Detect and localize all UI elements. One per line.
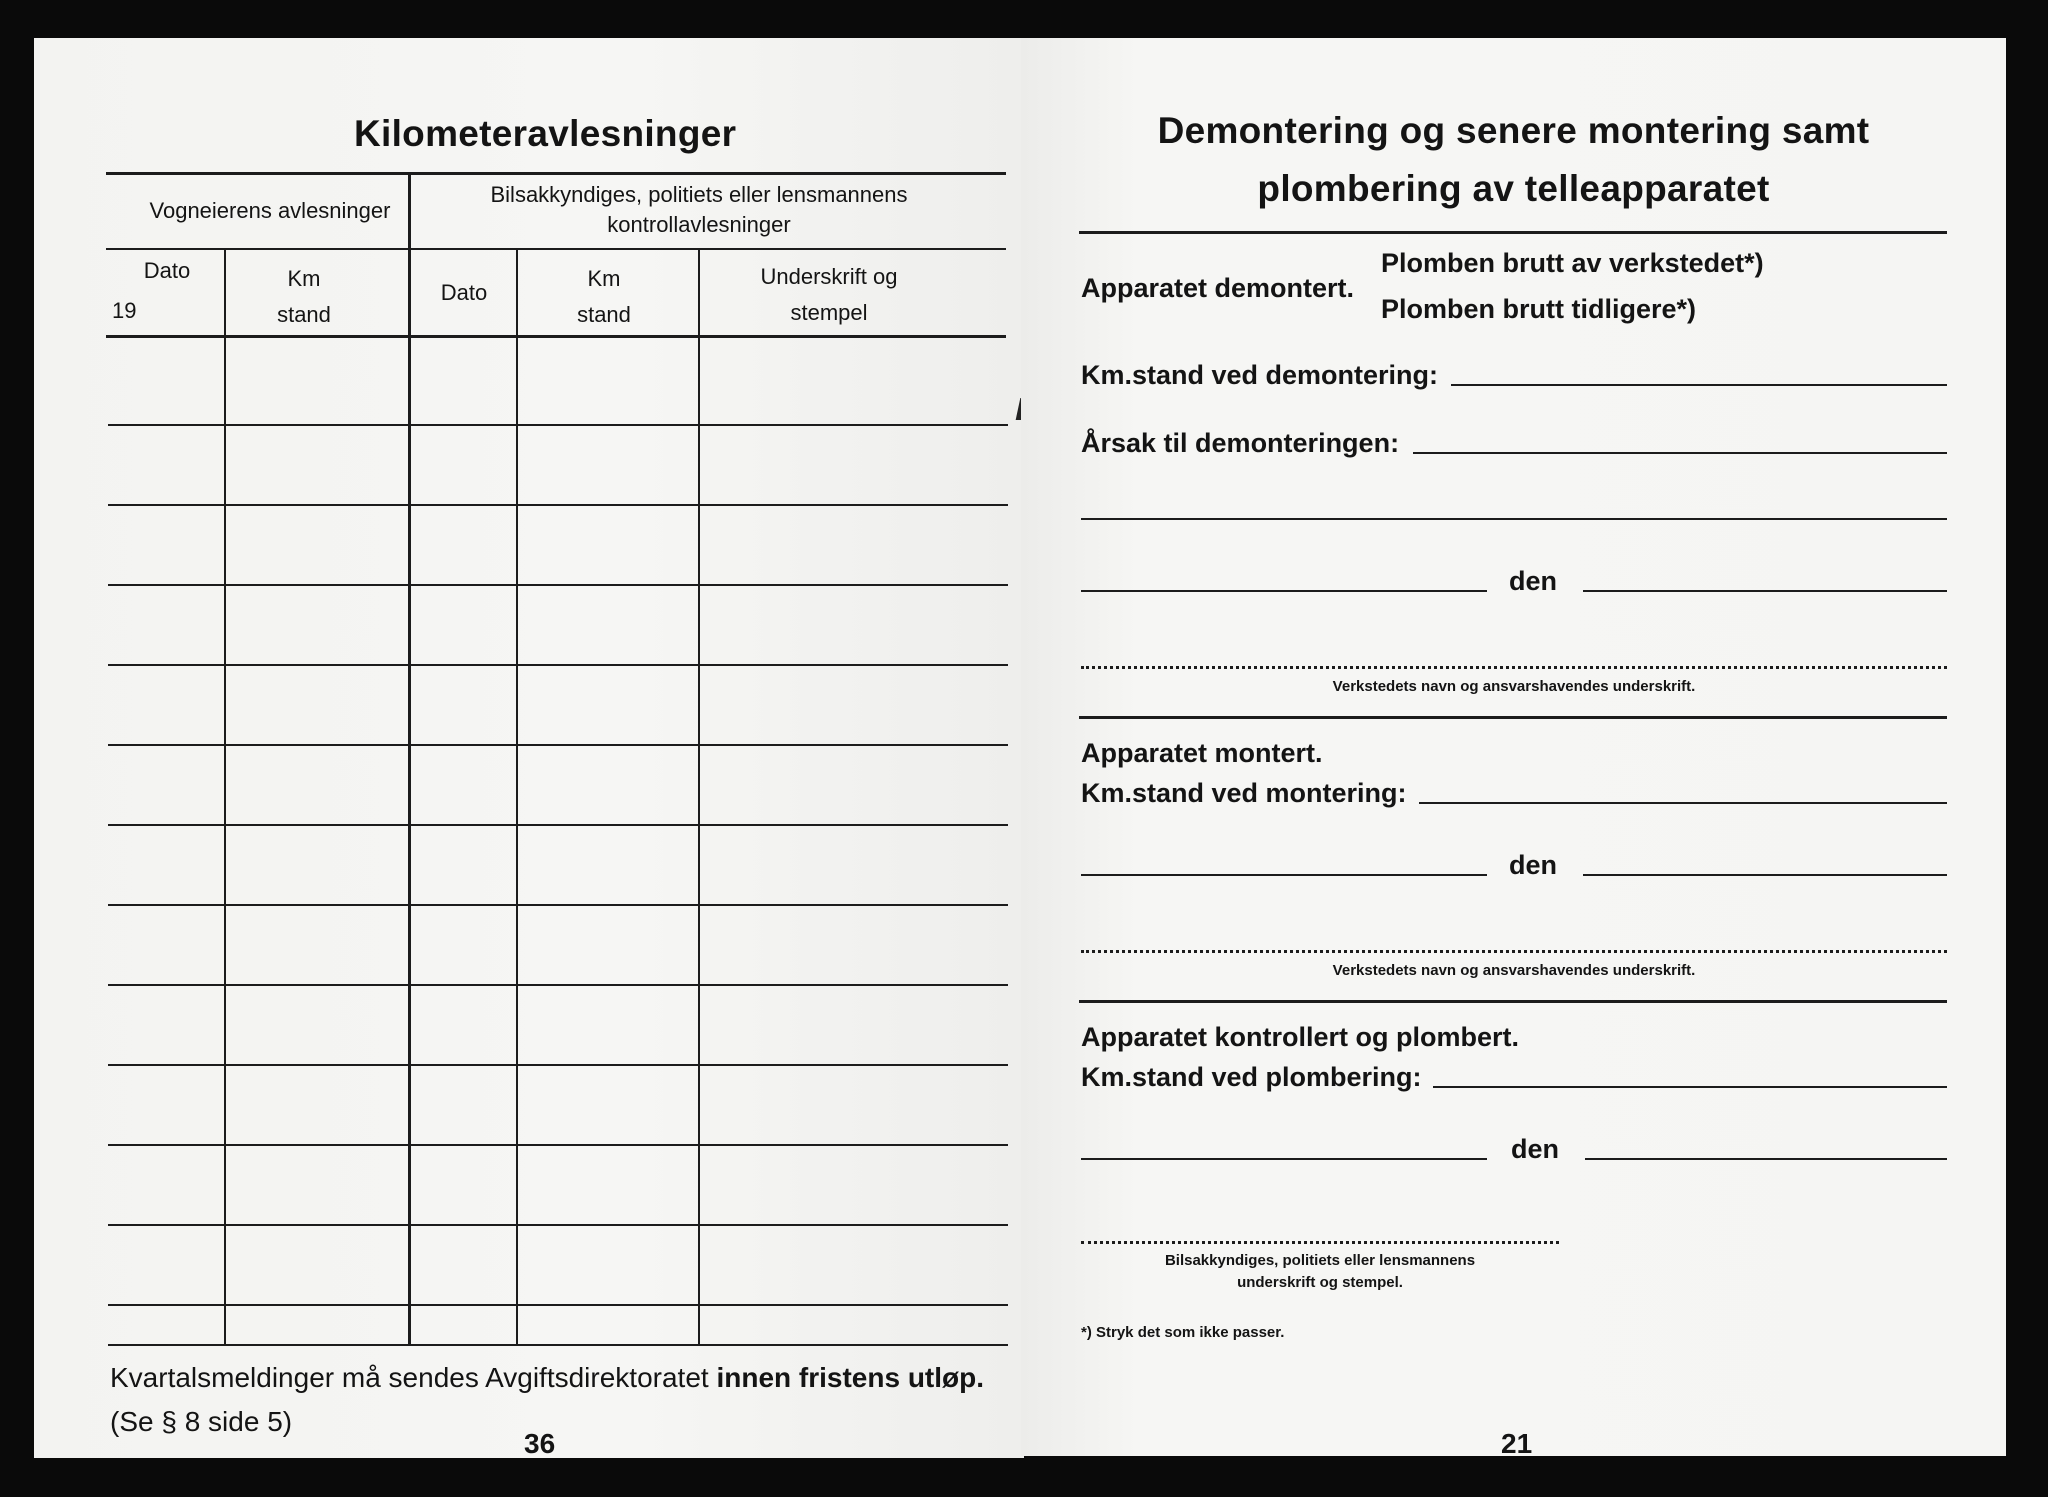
right-page — [1021, 38, 2006, 1459]
quarterly-report-note-deadline: innen fristens utløp. — [716, 1362, 985, 1393]
table-row — [108, 744, 1008, 746]
col-year-prefix: 19 — [112, 298, 137, 323]
dismount-reason-field-2[interactable] — [1081, 518, 1947, 520]
col-divider-1 — [224, 250, 226, 1345]
table-row — [108, 904, 1008, 906]
section-rule-1 — [1079, 716, 1947, 719]
signature-line-3[interactable] — [1081, 1241, 1559, 1244]
dismounted-label: Apparatet demontert. — [1081, 273, 1355, 303]
date-field-1[interactable] — [1583, 590, 1947, 592]
section-reference: (Se § 8 side 5) — [110, 1406, 293, 1437]
table-row — [108, 664, 1008, 666]
km-mount-label: Km.stand ved montering: — [1081, 778, 1407, 808]
signature-caption-3-line2: underskrift og stempel. — [1237, 1274, 1403, 1291]
table-row — [108, 504, 1008, 506]
col-km2-header: Km — [587, 266, 621, 291]
col-stand-header: stand — [277, 302, 331, 327]
date-field-3[interactable] — [1585, 1158, 1947, 1160]
left-page-number: 36 — [524, 1428, 556, 1459]
table-row — [108, 824, 1008, 826]
place-field-1[interactable] — [1081, 590, 1487, 592]
section-rule-2 — [1079, 1000, 1947, 1003]
header-bottom-rule — [106, 335, 1006, 338]
header-sub-rule — [106, 248, 1006, 250]
signature-caption-3-line1: Bilsakkyndiges, politiets eller lensmannens — [1164, 1252, 1476, 1269]
col-km-header: Km — [287, 266, 321, 291]
col-signature-header-2: stempel — [790, 300, 868, 325]
signature-caption-2: Verkstedets navn og ansvarshavendes underskrift. — [1332, 962, 1696, 979]
km-mount-field[interactable] — [1419, 802, 1947, 804]
left-page — [34, 38, 1024, 1458]
seal-broken-earlier-option[interactable]: Plomben brutt tidligere*) — [1381, 294, 1697, 324]
table-row — [108, 1304, 1008, 1306]
place-field-2[interactable] — [1081, 874, 1487, 876]
mounted-label: Apparatet montert. — [1081, 738, 1323, 768]
col-divider-3 — [516, 250, 518, 1345]
quarterly-report-note — [110, 1362, 984, 1394]
seal-broken-by-workshop-option[interactable]: Plomben brutt av verkstedet*) — [1381, 248, 1764, 278]
date-field-2[interactable] — [1583, 874, 1947, 876]
col-divider-4 — [698, 250, 700, 1345]
col-dato2-header: Dato — [440, 280, 488, 305]
title-rule — [1079, 231, 1947, 234]
date-label-1: den — [1509, 566, 1558, 596]
dismount-reason-label: Årsak til demonteringen: — [1081, 428, 1400, 458]
control-readings-header: Bilsakkyndiges, politiets eller lensmannens kontrollavlesninger — [490, 182, 908, 237]
right-page-title-line1: Demontering og senere montering samt — [1157, 110, 1870, 151]
km-dismount-field[interactable] — [1451, 384, 1947, 386]
inspected-sealed-label: Apparatet kontrollert og plombert. — [1081, 1022, 1520, 1052]
km-dismount-label: Km.stand ved demontering: — [1081, 360, 1439, 390]
table-row — [108, 984, 1008, 986]
table-row — [108, 584, 1008, 586]
dismount-reason-field[interactable] — [1413, 452, 1947, 454]
strike-out-footnote: *) Stryk det som ikke passer. — [1081, 1324, 1285, 1341]
quarterly-report-note-text: Kvartalsmeldinger må sendes Avgiftsdirektoratet — [110, 1362, 717, 1393]
table-top-rule — [106, 172, 1006, 175]
col-stand2-header: stand — [577, 302, 631, 327]
km-sealing-field[interactable] — [1433, 1086, 1947, 1088]
col-signature-header: Underskrift og — [760, 264, 898, 289]
table-bottom-rule — [108, 1344, 1008, 1346]
date-label-2: den — [1509, 850, 1558, 880]
table-row — [108, 1144, 1008, 1146]
owner-readings-header: Vogneierens avlesninger — [149, 198, 391, 223]
table-row — [108, 424, 1008, 426]
signature-caption-1: Verkstedets navn og ansvarshavendes underskrift. — [1332, 678, 1696, 695]
col-dato-header: Dato — [143, 258, 191, 283]
table-row — [108, 1224, 1008, 1226]
col-divider-main — [408, 174, 411, 1345]
place-field-3[interactable] — [1081, 1158, 1487, 1160]
date-label-3: den — [1511, 1134, 1560, 1164]
table-row — [108, 1064, 1008, 1066]
left-page-title: Kilometeravlesninger — [354, 113, 737, 154]
right-page-title-line2: plombering av telleapparatet — [1257, 168, 1770, 209]
signature-line-2[interactable] — [1081, 950, 1947, 953]
km-sealing-label: Km.stand ved plombering: — [1081, 1062, 1422, 1092]
signature-line-1[interactable] — [1081, 666, 1947, 669]
right-page-number: 21 — [1501, 1428, 1533, 1459]
